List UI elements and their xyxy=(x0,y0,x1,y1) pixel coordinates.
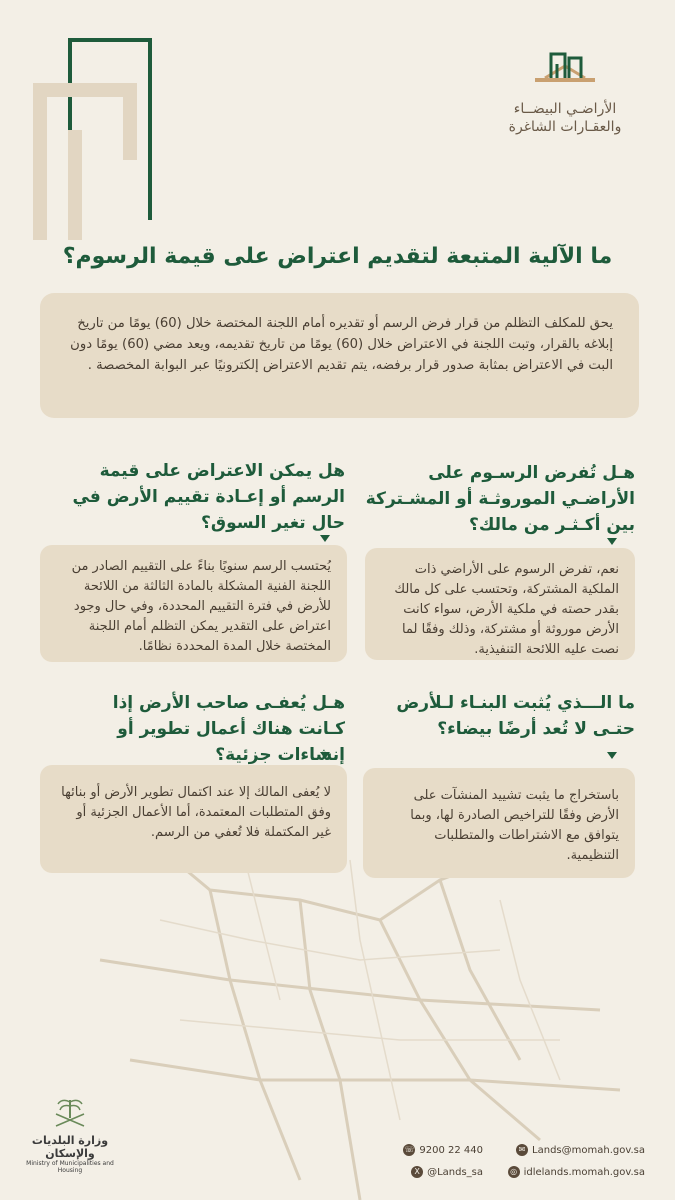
phone-contact[interactable]: ☏ 9200 22 440 xyxy=(404,1145,483,1156)
ministry-name-en: Ministry of Municipalities and Housing xyxy=(26,1160,114,1174)
question-4: هـل يُعفـى صاحب الأرض إذا كـانت هناك أعمال تطوير أو إنشاءات جزئية؟ xyxy=(112,693,345,765)
answer-1: نعم، تفرض الرسوم على الأراضي ذات الملكية المشتركة، وتحتسب على كل مالك بقدر حصته في ملكية الأرض، سواء كانت الأرض موروثة أو مشتركة، وذلك وفقًا لما نصت عليه اللائحة التنفيذية. xyxy=(365,548,635,660)
ministry-name-ar: وزارة البلديات والإسكان xyxy=(31,1134,109,1160)
answer-4: لا يُعفى المالك إلا عند اكتمال تطوير الأرض أو بنائها وفق المتطلبات المعتمدة، أما الأعمال الجزئية أو غير المكتملة فلا تُعفي من الرسم. xyxy=(40,765,347,873)
down-arrow-icon xyxy=(320,752,330,759)
down-arrow-icon xyxy=(320,535,330,542)
intro-paragraph: يحق للمكلف التظلم من قرار فرض الرسم أو تقديره أمام اللجنة المختصة خلال (60) يومًا من تاريخ إبلاغه بالقرار، وتبت اللجنة في الاعتراض خلال (60) يومًا من تاريخ تقديمه، ويعد مضي (60) يومًا دون البت في الاعتراض بمثابة صدور قرار برفضه، يتم تقديم الاعتراض إلكترونيًا عبر البوابة المخصصة . xyxy=(40,293,639,418)
brand-line-1: الأراضـي البيضــاء xyxy=(513,101,617,117)
website-contact[interactable]: ◎ idlelands.momah.gov.sa xyxy=(508,1166,645,1178)
brand-line-2: والعقـارات الشاغرة xyxy=(508,119,622,135)
globe-icon: ◎ xyxy=(508,1166,520,1178)
palm-swords-emblem-icon xyxy=(50,1096,90,1130)
answer-2: يُحتسب الرسم سنويًا بناءً على التقييم الصادر من اللجنة الفنية المشكلة بالمادة الثالثة من اللائحة للأرض في فترة التقييم المحددة، وفي حال وجود اعتراض على التقدير يمكن التظلم أمام اللجنة المختصة خلال المدة المحددة نظامًا. xyxy=(40,545,347,662)
brand-logo xyxy=(485,48,645,136)
decorative-frame-beige xyxy=(30,80,140,240)
twitter-contact[interactable]: X @Lands_sa xyxy=(411,1166,483,1178)
white-lands-logo-icon xyxy=(525,48,605,96)
x-logo-icon: X xyxy=(411,1166,423,1178)
email-icon: ✉ xyxy=(516,1144,528,1156)
answer-3: باستخراج ما يثبت تشييد المنشآت على الأرض وفقًا للتراخيص الصادرة لها، وبما يتوافق مع الاشتراطات والمتطلبات التنظيمية. xyxy=(363,768,635,878)
down-arrow-icon xyxy=(607,752,617,759)
question-2: هل يمكن الاعتراض على قيمة الرسم أو إعـادة تقييم الأرض في حال تغير السوق؟ xyxy=(72,461,345,533)
ministry-logo xyxy=(20,1096,120,1174)
question-1: هـل تُفرض الرسـوم على الأراضـي الموروثـة أو المشـتركة بين أكـثـر من مالك؟ xyxy=(365,463,635,535)
email-contact[interactable]: ✉ Lands@momah.gov.sa xyxy=(516,1144,645,1156)
question-3: ما الـــذي يُثبت البنـاء لـلأرض حتـى لا تُعد أرضًا بيضاء؟ xyxy=(396,693,635,739)
page-title: ما الآلية المتبعة لتقديم اعتراض على قيمة الرسوم؟ xyxy=(62,244,613,269)
down-arrow-icon xyxy=(607,538,617,545)
phone-icon: ☏ xyxy=(404,1145,415,1154)
